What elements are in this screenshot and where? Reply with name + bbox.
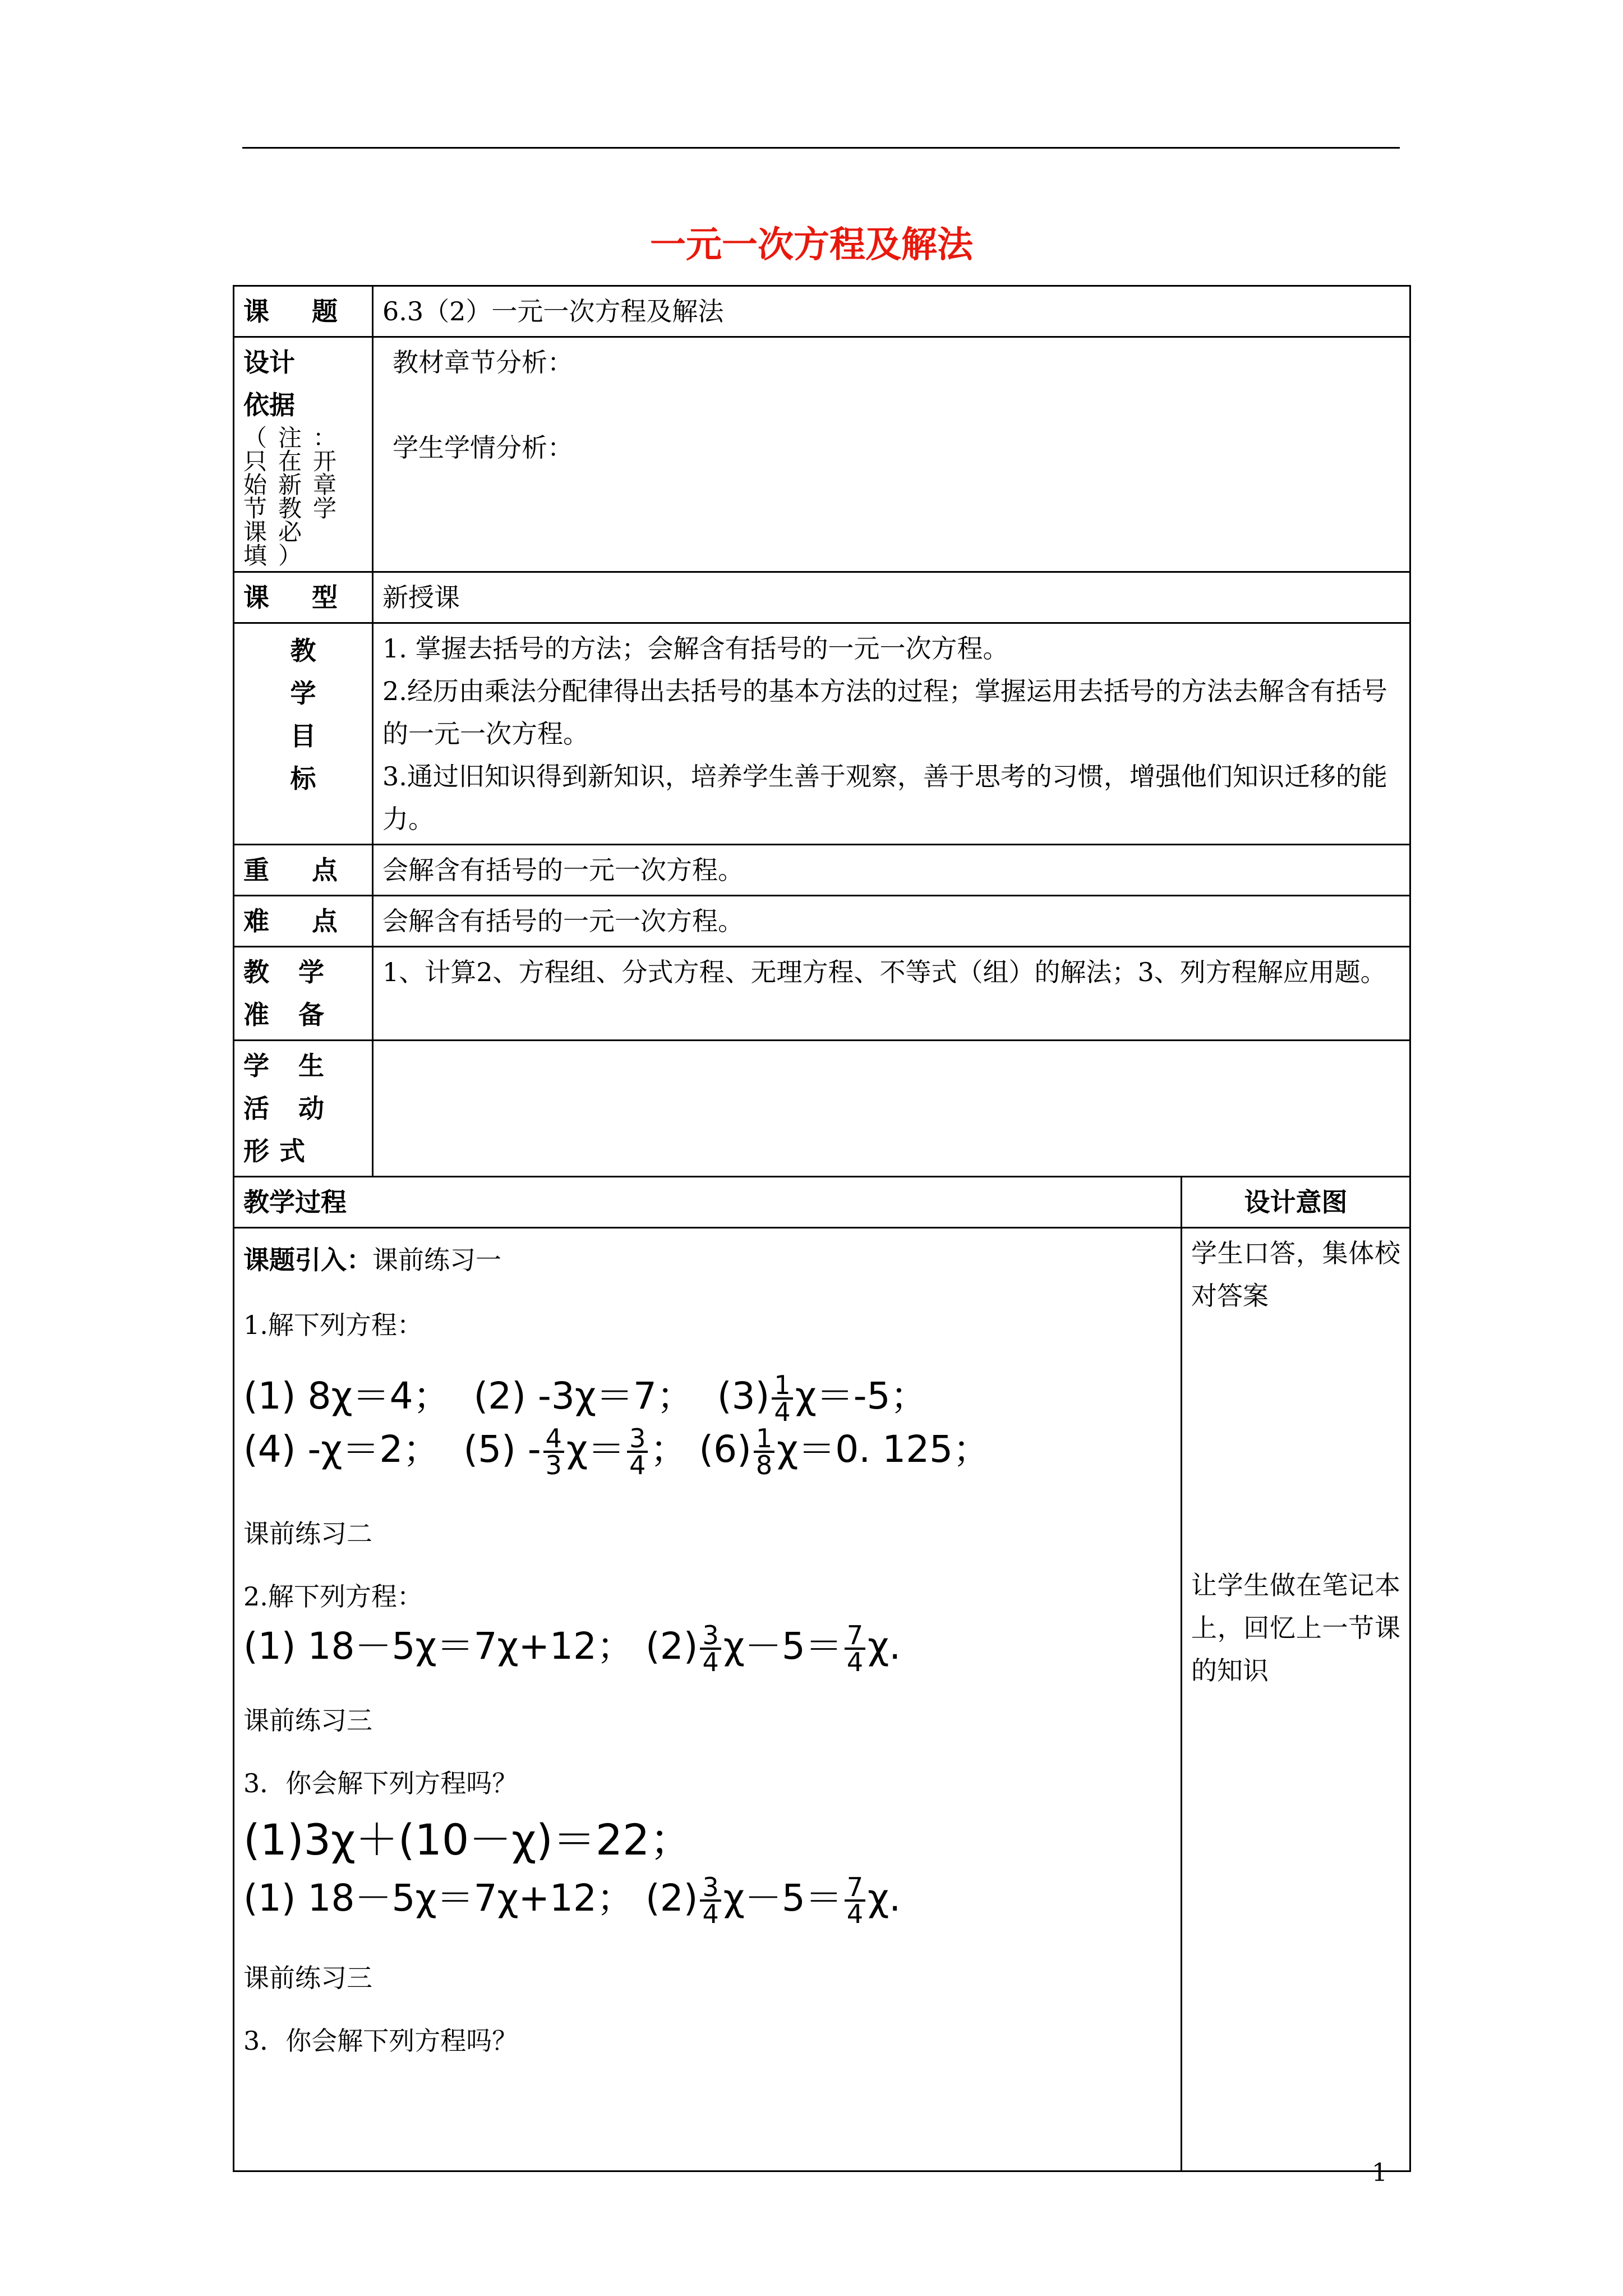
prep-label: 教 学 准 备 xyxy=(234,947,373,1041)
difficulty-label: 难 点 xyxy=(234,896,373,947)
prep-value: 1、计算2、方程组、分式方程、无理方程、不等式（组）的解法；3、列方程解应用题。 xyxy=(373,947,1410,1041)
equation-prefix: (6) xyxy=(699,1427,751,1471)
process-content xyxy=(234,1228,1182,2171)
equation: (2) -3χ＝7； xyxy=(473,1374,694,1418)
question-3: 3．你会解下列方程吗？ xyxy=(243,1768,518,1798)
equation: χ. xyxy=(868,1624,901,1668)
question-2: 2.解下列方程： xyxy=(243,1581,423,1612)
question-1: 1.解下列方程： xyxy=(243,1310,423,1340)
fraction: $\frac{3}{4}$ xyxy=(700,1875,721,1926)
process-header: 教学过程 xyxy=(234,1177,1182,1228)
fraction: $\frac{3}{4}$ xyxy=(700,1623,721,1674)
equation-prefix: (2) xyxy=(645,1624,698,1668)
goal-item: 3.通过旧知识得到新知识，培养学生善于观察，善于思考的习惯，增强他们知识迁移的能力。 xyxy=(382,761,1387,834)
intro-label: 课题引入： xyxy=(243,1245,372,1275)
practice-3-repeat: 课前练习三 xyxy=(243,1962,372,1993)
fraction: $\frac{7}{4}$ xyxy=(845,1875,865,1926)
equation-prefix: (2) xyxy=(645,1876,698,1920)
row-process-body xyxy=(234,1228,1410,2171)
basis-label-line2: 依据 xyxy=(243,390,295,420)
fraction: $\frac{1}{8}$ xyxy=(754,1426,774,1478)
equation-line xyxy=(243,1369,1172,1427)
equation: (1) 8χ＝4； xyxy=(243,1374,450,1418)
topic-label: 课 题 xyxy=(234,286,373,337)
basis-content xyxy=(373,337,1410,572)
row-type xyxy=(234,572,1410,623)
equation: χ＝0. 125； xyxy=(777,1427,990,1471)
goals-label-char: 学 xyxy=(290,678,316,708)
row-topic xyxy=(234,286,1410,337)
fraction: $\frac{4}{3}$ xyxy=(543,1426,564,1478)
topic-value: 6.3（2）一元一次方程及解法 xyxy=(373,286,1410,337)
type-label: 课 型 xyxy=(234,572,373,623)
type-value: 新授课 xyxy=(373,572,1410,623)
goals-content xyxy=(373,623,1410,845)
equation: (1) 18－5χ＝7χ+12； xyxy=(243,1624,634,1668)
equation: χ. xyxy=(868,1876,901,1920)
row-preparation xyxy=(234,947,1410,1041)
activity-label: 学 生 活 动形式 xyxy=(234,1041,373,1177)
equation: ； xyxy=(650,1427,688,1471)
page-number: 1 xyxy=(1372,2159,1387,2187)
basis-label-line1: 设计 xyxy=(243,347,295,378)
goal-item: 2.经历由乘法分配律得出去括号的基本方法的过程；掌握运用去括号的方法去解含有括号的一元一次方程。 xyxy=(382,676,1387,749)
key-value: 会解含有括号的一元一次方程。 xyxy=(373,845,1410,896)
equation-prefix: (3) xyxy=(717,1374,770,1418)
equation-line xyxy=(243,1424,1172,1478)
row-basis xyxy=(234,337,1410,572)
goals-label-char: 教 xyxy=(290,636,316,666)
intro-text: 课前练习一 xyxy=(372,1245,501,1275)
equation-line xyxy=(243,1815,1172,1865)
equation-prefix: (5) - xyxy=(463,1427,541,1471)
equation-line xyxy=(243,1619,1172,1677)
row-key-point xyxy=(234,845,1410,896)
header-rule xyxy=(242,147,1400,149)
difficulty-value: 会解含有括号的一元一次方程。 xyxy=(373,896,1410,947)
equation: χ－5＝ xyxy=(723,1876,842,1920)
basis-label xyxy=(234,337,373,572)
document-title: 一元一次方程及解法 xyxy=(650,224,973,266)
basis-item-students: 学生学情分析： xyxy=(393,432,573,463)
design-intent-header: 设计意图 xyxy=(1182,1177,1410,1228)
design-note-1: 学生口答，集体校对答案 xyxy=(1191,1238,1401,1311)
practice-3: 课前练习三 xyxy=(243,1705,372,1736)
equation: (1) 18－5χ＝7χ+12； xyxy=(243,1876,634,1920)
equation: χ－5＝ xyxy=(723,1624,842,1668)
question-3-repeat: 3．你会解下列方程吗？ xyxy=(243,2025,518,2056)
row-activity xyxy=(234,1041,1410,1177)
equation: (4) -χ＝2； xyxy=(243,1427,440,1471)
goals-label-char: 标 xyxy=(290,763,316,794)
equation: χ＝-5； xyxy=(795,1374,928,1418)
activity-value xyxy=(373,1041,1410,1177)
practice-2: 课前练习二 xyxy=(243,1518,372,1549)
fraction: $\frac{7}{4}$ xyxy=(845,1623,865,1674)
equation: χ＝ xyxy=(566,1427,625,1471)
row-process-header xyxy=(234,1177,1410,1228)
goals-label-char: 目 xyxy=(290,721,316,751)
key-label: 重 点 xyxy=(234,845,373,896)
row-difficulty xyxy=(234,896,1410,947)
design-note-2: 让学生做在笔记本上，回忆上一节课的知识 xyxy=(1191,1570,1401,1686)
fraction: $\frac{1}{4}$ xyxy=(772,1373,792,1424)
fraction: $\frac{3}{4}$ xyxy=(627,1426,648,1478)
goals-label xyxy=(234,623,373,845)
basis-note: （注：只在开始新章节教学课必填） xyxy=(243,424,348,569)
row-goals xyxy=(234,623,1410,845)
equation: (1)3χ＋(10－χ)＝22； xyxy=(243,1814,693,1865)
lesson-plan-table xyxy=(233,285,1411,2172)
equation-line xyxy=(243,1871,1172,1929)
goal-item: 1. 掌握去括号的方法；会解含有括号的一元一次方程。 xyxy=(382,633,1009,664)
design-intent-content xyxy=(1182,1228,1410,2171)
basis-item-textbook: 教材章节分析： xyxy=(393,347,573,378)
